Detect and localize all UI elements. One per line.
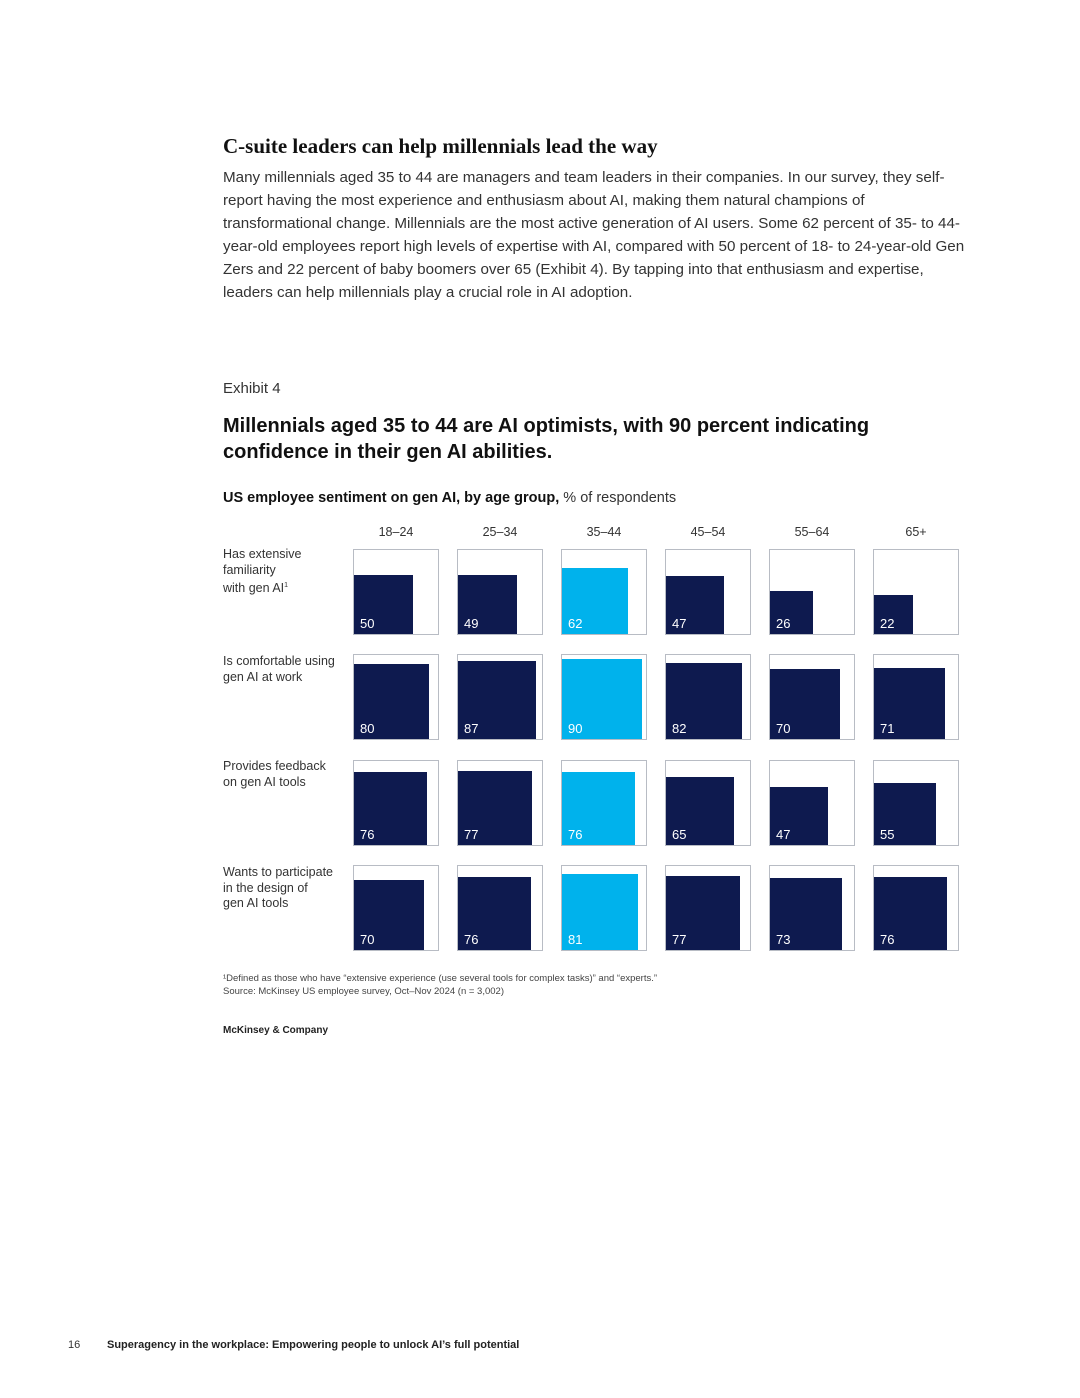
grid-cell [665,865,751,951]
value-label: 50 [360,616,375,631]
row-label-line: gen AI tools [223,896,289,910]
value-label: 71 [880,721,895,736]
row-label-line: on gen AI tools [223,774,306,789]
grid-cell [769,549,855,635]
value-label: 55 [880,827,895,842]
grid-cell [561,549,647,635]
row-label-line: Has extensive [223,547,302,561]
value-label: 80 [360,721,375,736]
column-header-25-34: 25–34 [482,525,518,539]
row-label-line: Provides feedback [223,759,326,773]
exhibit-title: Millennials aged 35 to 44 are AI optimists, with 90 percent indicating confidence in their gen AI abilities. [223,415,870,463]
grid-cell [873,865,959,951]
column-header-65+: 65+ [905,525,927,539]
grid-cell [873,549,959,635]
row-label-4 [223,865,348,912]
value-label: 76 [880,932,895,947]
grid-cell [353,549,439,635]
column-header-18-24: 18–24 [378,525,414,539]
column-header-45-54: 45–54 [690,525,726,539]
footnotes [223,972,657,998]
value-label: 73 [776,932,791,947]
grid-cell [873,760,959,846]
value-label: 81 [568,932,583,947]
exhibit-label: Exhibit 4 [223,380,281,397]
page-number: 16 [68,1339,81,1351]
grid-cell [457,549,543,635]
value-label: 76 [568,827,583,842]
value-label: 76 [464,932,479,947]
grid-cell [561,654,647,740]
value-label: 82 [672,721,687,736]
value-label: 87 [464,721,479,736]
grid-cell [457,760,543,846]
source-note: Source: McKinsey US employee survey, Oct–Nov 2024 (n = 3,002) [223,986,504,997]
footnote-marker: 1 [284,582,289,589]
row-label-1 [223,547,348,597]
grid-cell [769,865,855,951]
value-label: 22 [880,616,895,631]
grid-cell [353,654,439,740]
row-label-line: familiarity [223,562,276,577]
row-label-line: Is comfortable using [223,654,335,668]
grid-cell [353,760,439,846]
value-label: 26 [776,616,791,631]
value-label: 49 [464,616,479,631]
grid-cell [769,654,855,740]
grid-cell [353,865,439,951]
column-header-35-44: 35–44 [586,525,622,539]
value-label: 76 [360,827,375,842]
value-label: 47 [776,827,791,842]
grid-cell [873,654,959,740]
row-label-line: with gen $AI^1$ [223,581,289,596]
chart-subtitle [223,490,676,506]
chart-subtitle-unit: % of respondents [559,490,677,506]
running-title: Superagency in the workplace: Empowering people to unlock AI’s full potential [107,1339,520,1351]
value-label: 62 [568,616,583,631]
value-label: 77 [464,827,479,842]
column-header-55-64: 55–64 [794,525,830,539]
row-label-line: in the design of [223,880,308,895]
row-label-2 [223,654,348,685]
grid-cell [561,865,647,951]
value-label: 47 [672,616,687,631]
row-label-3 [223,759,348,790]
value-label: 90 [568,721,583,736]
body-paragraph: Many millennials aged 35 to 44 are managers and team leaders in their companies. In our survey, they self-report having the most experience and enthusiasm about AI, making them natural champions of transformational change. Millennials are the most active generation of AI users. Some 62 percent of 35- to 44-year-old employees report high levels of expertise with AI, compared with 50 percent of 18- to 24-year-old Gen Zers and 22 percent of baby boomers over 65 (Exhibit 4). By tapping into that enthusiasm and expertise, leaders can help millennials play a crucial role in AI adoption. [223,169,965,301]
footnote-1: ¹Defined as those who have “extensive experience (use several tools for complex tasks)” and “experts.” [223,973,658,984]
section-heading: C-suite leaders can help millennials lead the way [223,134,658,158]
grid-cell [665,760,751,846]
row-label-line: Wants to participate [223,865,334,879]
row-label-line: gen AI at work [223,669,303,684]
value-label: 77 [672,932,687,947]
value-label: 65 [672,827,687,842]
value-label: 70 [360,932,375,947]
grid-cell [561,760,647,846]
grid-cell [769,760,855,846]
brand-name: McKinsey & Company [223,1025,329,1036]
value-label: 70 [776,721,791,736]
chart-subtitle-bold: US employee sentiment on gen AI, by age group, [223,490,560,506]
grid-cell [665,549,751,635]
grid-cell [457,654,543,740]
grid-cell [457,865,543,951]
grid-cell [665,654,751,740]
